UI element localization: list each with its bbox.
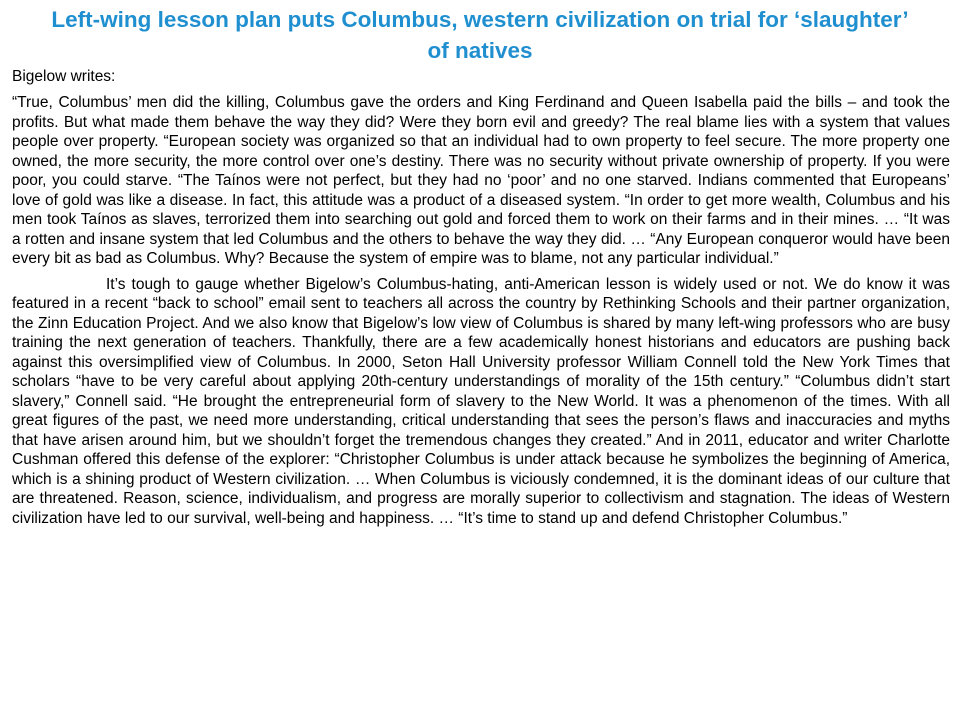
author-line: Bigelow writes: [12, 68, 116, 85]
slide-title: Left-wing lesson plan puts Columbus, western civilization on trial for ‘slaughter’ of natives [51, 7, 909, 63]
quote-paragraph: “True, Columbus’ men did the killing, Columbus gave the orders and King Ferdinand and Queen Isabella paid the bills – and took the profits. But what made them behave the way they did? Were they born evil and greedy? The real blame lies with a system that values people over property. “European society was organized so that an individual had to own property to feel secure. The more property one owned, the more security, the more control over one’s destiny. There was no security without private ownership of property. If you were poor, you could starve. “The Taínos were not perfect, but they had no ‘poor’ and no one starved. Indians commented that Europeans’ love of gold was like a disease. In fact, this attitude was a product of a diseased system. “In order to get more wealth, Columbus and his men took Taínos as slaves, terrorized them into searching out gold and forced them to work on their farms and in their mines. … “It was a rotten and insane system that led Columbus and the others to behave the way they did. … “Any European conqueror would have been every bit as bad as Columbus. Why? Because the system of empire was to blame, not any particular individual.” [12, 94, 950, 267]
slide-body [10, 67, 950, 528]
commentary-paragraph: It’s tough to gauge whether Bigelow’s Columbus-hating, anti-American lesson is widely used or not. We do know it was featured in a recent “back to school” email sent to teachers all across the country by Rethinking Schools and their partner organization, the Zinn Education Project. And we also know that Bigelow’s low view of Columbus is shared by many left-wing professors who are busy training the next generation of teachers. Thankfully, there are a few academically honest historians and educators are pushing back against this oversimplified view of Columbus. In 2000, Seton Hall University professor William Connell told the New York Times that scholars “have to be very careful about applying 20th-century understandings of morality of the 15th century.” “Columbus didn’t start slavery,” Connell said. “He brought the entrepreneurial form of slavery to the New World. It was a phenomenon of the times. With all great figures of the past, we need more understanding, critical understanding that sees the person’s flaws and inaccuracies and myths that have arisen around him, but we shouldn’t forget the tremendous changes they created.” And in 2011, educator and writer Charlotte Cushman offered this defense of the explorer: “Christopher Columbus is under attack because he symbolizes the beginning of America, which is a shining product of Western civilization. … When Columbus is viciously condemned, it is the dominant ideas of our culture that are threatened. Reason, science, individualism, and progress are morally superior to collectivism and stagnation. The ideas of Western civilization have led to our survival, well-being and happiness. … “It’s time to stand up and defend Christopher Columbus.” [12, 275, 950, 527]
